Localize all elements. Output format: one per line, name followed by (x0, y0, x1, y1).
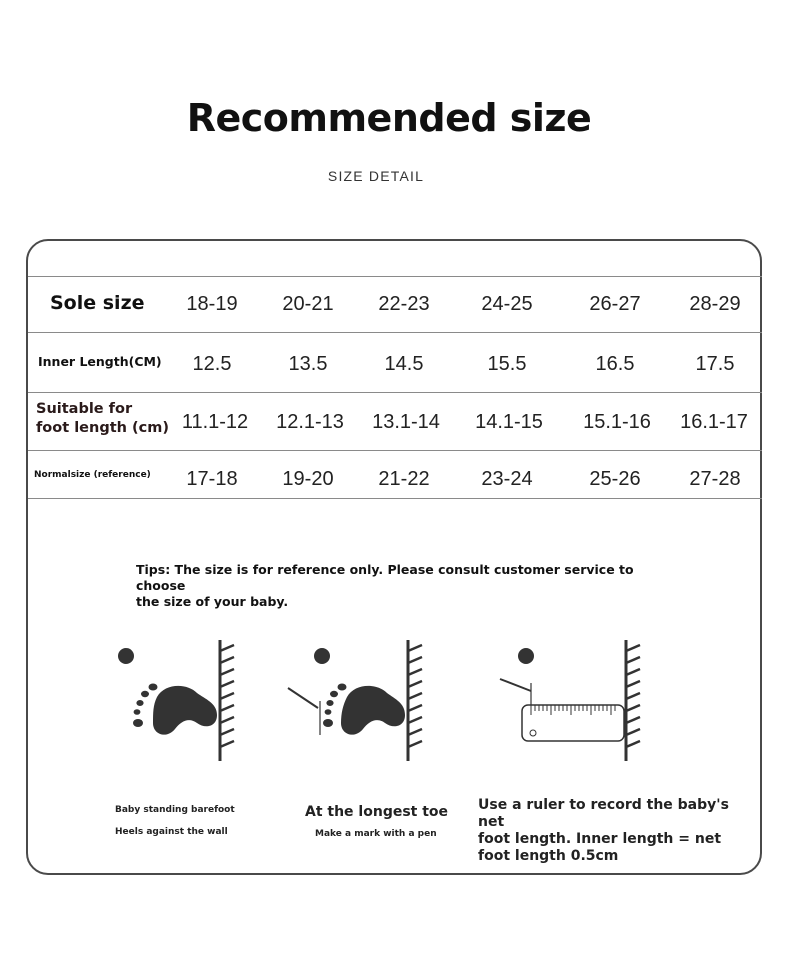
table-cell: 13.1-14 (372, 411, 440, 433)
table-divider (28, 332, 762, 333)
row-label-line: Suitable for (36, 401, 133, 417)
table-divider (28, 276, 762, 277)
table-cell: 12.1-13 (276, 411, 344, 433)
table-divider (28, 392, 762, 393)
table-cell: 14.5 (384, 353, 424, 375)
table-cell: 15.5 (487, 353, 527, 375)
table-cell: 16.5 (595, 353, 635, 375)
table-cell: 13.5 (288, 353, 328, 375)
step3-caption-line: foot length. Inner length = net (478, 831, 722, 847)
step3-caption-line: Use a ruler to record the baby's net (478, 797, 729, 830)
step1-caption-line1: Baby standing barefoot (115, 805, 235, 815)
table-cell: 21-22 (378, 468, 430, 490)
table-divider (28, 498, 762, 499)
size-chart-card (26, 239, 762, 875)
tips-line: the size of your baby. (136, 594, 289, 609)
step3-caption (478, 797, 738, 865)
ruler-measure-icon (495, 635, 655, 765)
step1-caption-line2: Heels against the wall (115, 827, 228, 837)
foot-against-wall-icon (105, 635, 245, 765)
page-subtitle: SIZE DETAIL (327, 168, 425, 184)
table-cell: 11.1-12 (181, 411, 249, 433)
step2-caption-line1: At the longest toe (305, 804, 449, 820)
row-label-sole-size: Sole size (50, 292, 145, 314)
table-cell: 17-18 (186, 468, 238, 490)
table-cell: 23-24 (481, 468, 533, 490)
table-cell: 24-25 (481, 293, 533, 315)
tips-line: Tips: The size is for reference only. Please consult customer service to choose (136, 562, 634, 593)
table-cell: 27-28 (689, 468, 741, 490)
table-divider (28, 450, 762, 451)
page-title: Recommended size (186, 96, 592, 140)
table-cell: 28-29 (689, 293, 741, 315)
table-cell: 25-26 (589, 468, 641, 490)
table-cell: 18-19 (186, 293, 238, 315)
foot-mark-toe-icon (285, 635, 435, 765)
table-cell: 14.1-15 (475, 411, 543, 433)
table-cell: 16.1-17 (680, 411, 748, 433)
table-cell: 12.5 (192, 353, 232, 375)
table-cell: 17.5 (695, 353, 735, 375)
row-label-foot-length (36, 400, 169, 438)
row-label-line: foot length (cm) (36, 420, 169, 436)
step3-caption-line: foot length 0.5cm (478, 848, 619, 864)
row-label-inner-length: Inner Length(CM) (38, 354, 162, 369)
table-cell: 20-21 (282, 293, 334, 315)
table-cell: 19-20 (282, 468, 334, 490)
tips-text (136, 562, 656, 610)
step2-caption-line2: Make a mark with a pen (315, 829, 437, 839)
row-label-normal-size: Normalsize (reference) (34, 470, 151, 480)
table-cell: 22-23 (378, 293, 430, 315)
table-cell: 26-27 (589, 293, 641, 315)
table-cell: 15.1-16 (583, 411, 651, 433)
